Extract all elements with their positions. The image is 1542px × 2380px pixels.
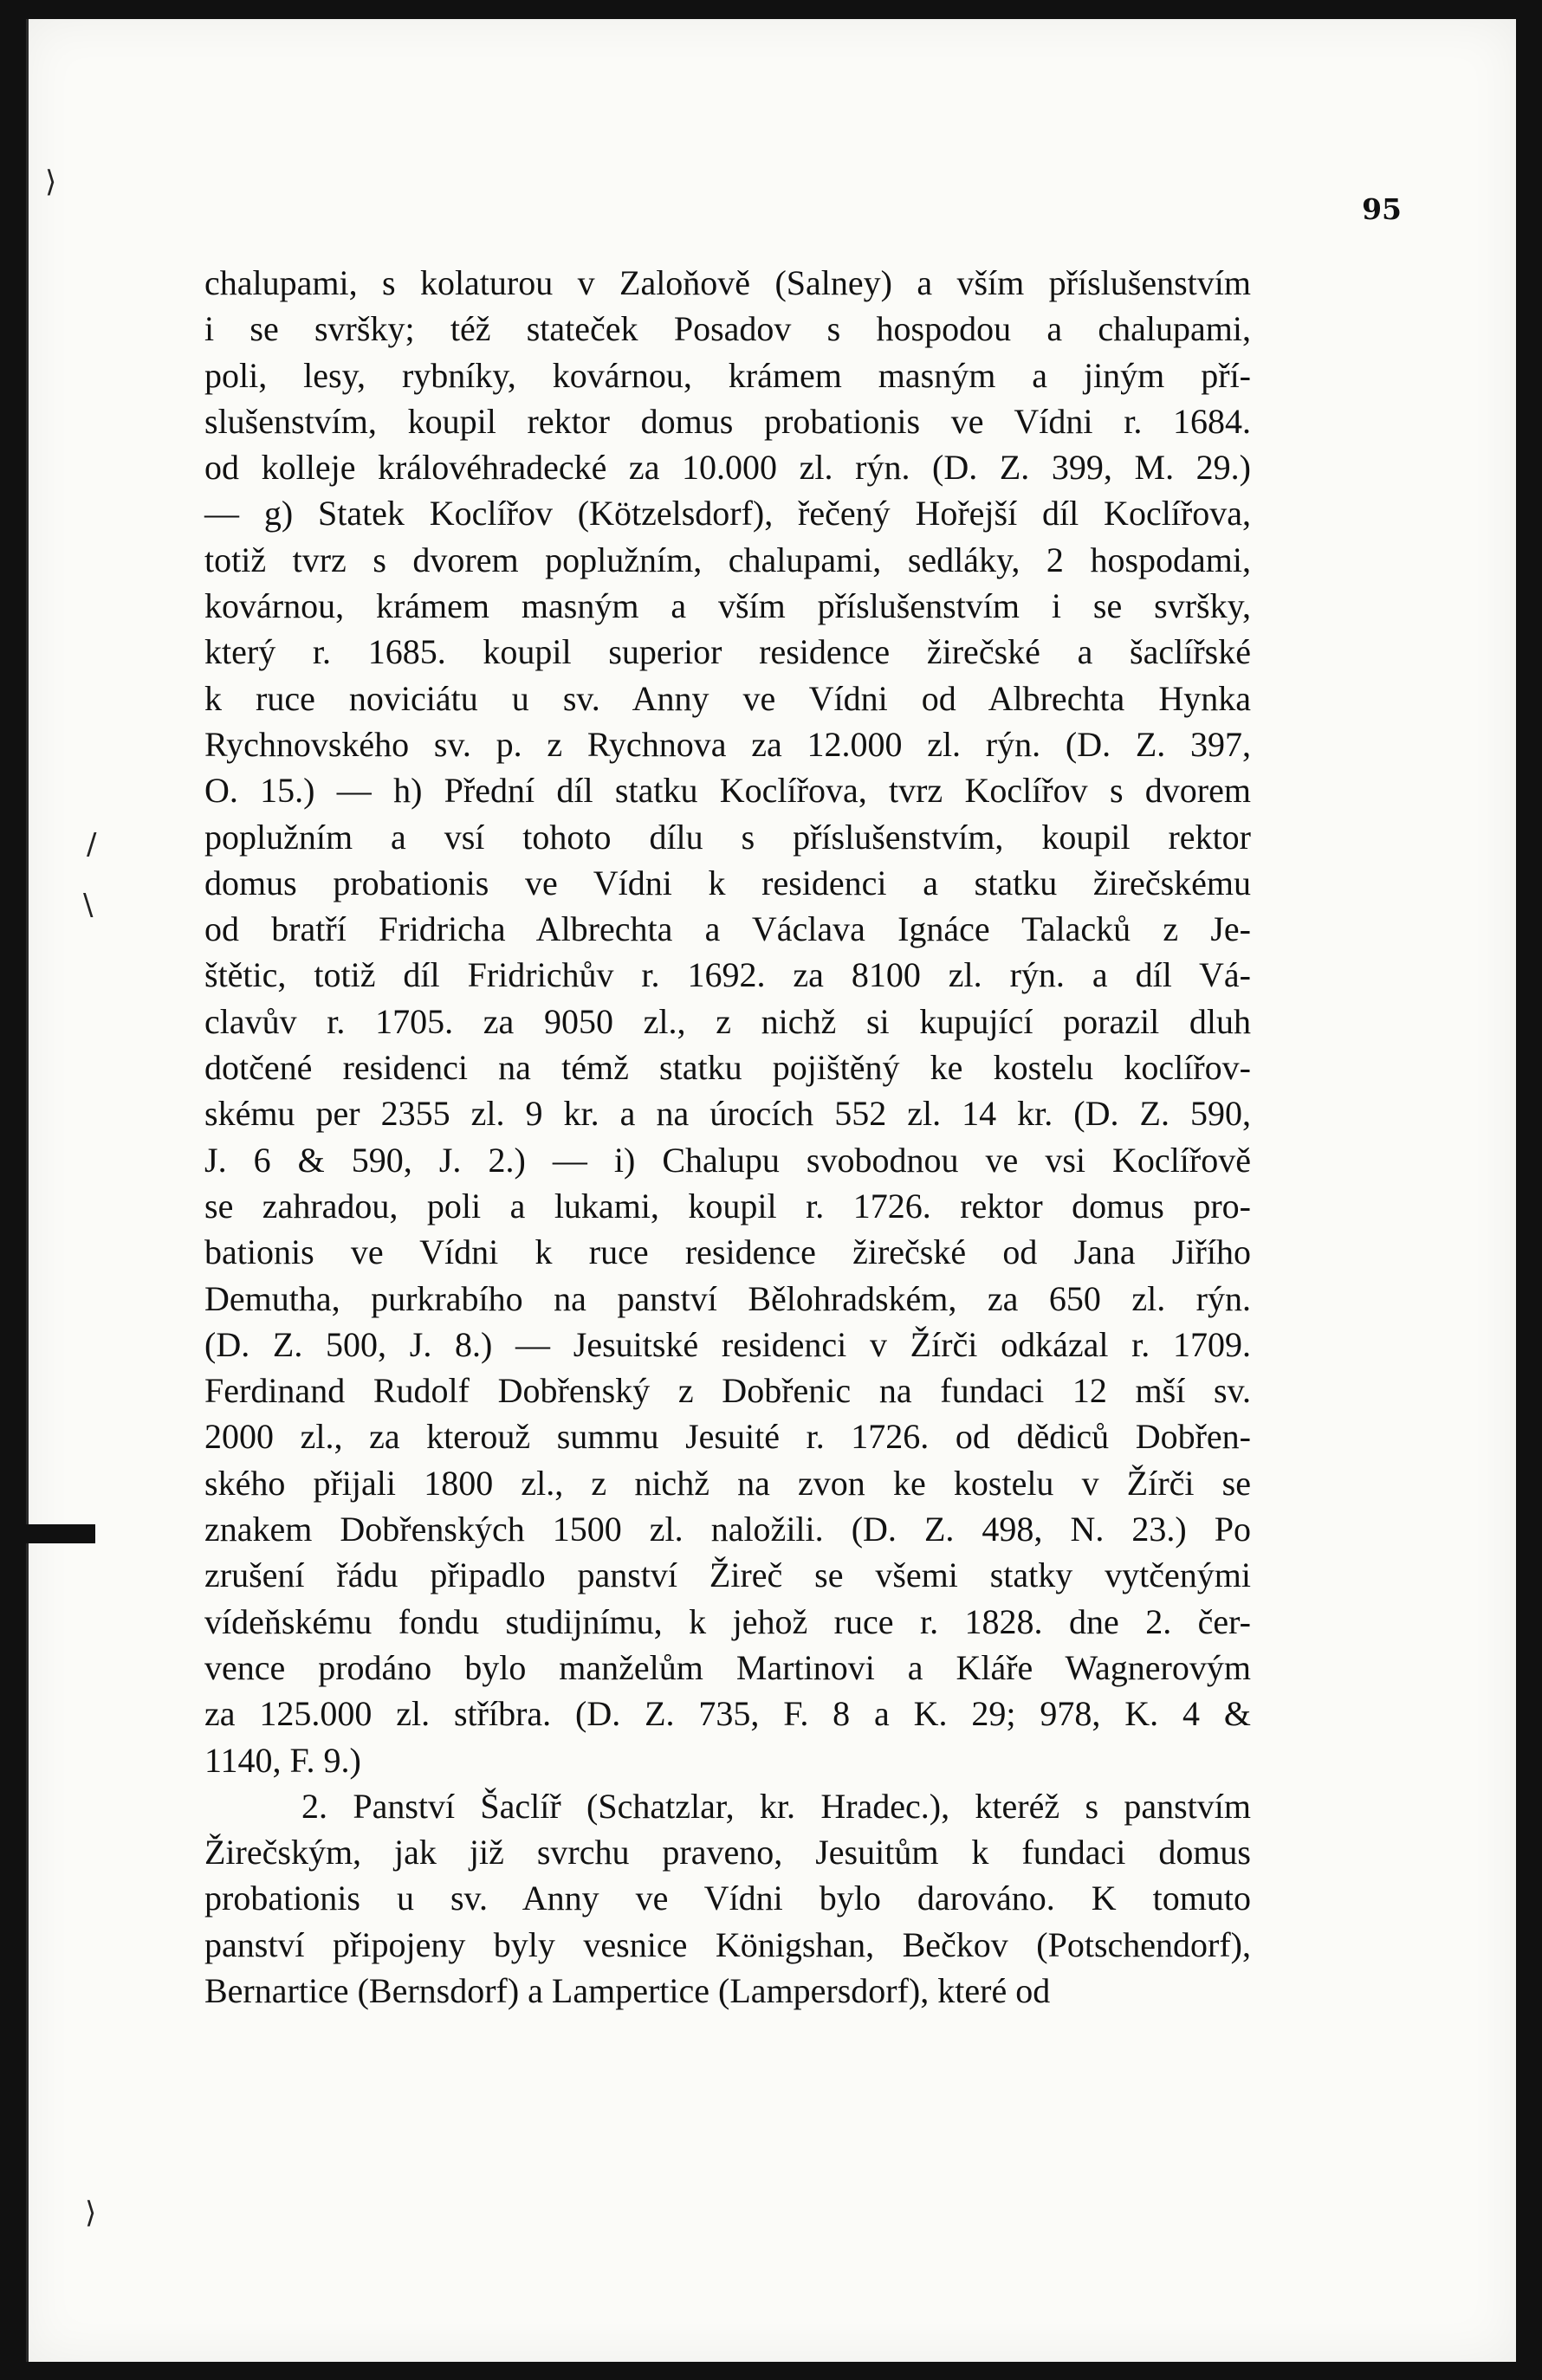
text-line: se zahradou, poli a lukami, koupil r. 1726. rektor domus pro- xyxy=(204,1186,1251,1226)
text-line: — g) Statek Koclířov (Kötzelsdorf), řečený Hořejší díl Koclířova, xyxy=(204,494,1251,534)
text-line: domus probationis ve Vídni k residenci a statku žirečskému xyxy=(204,863,1251,902)
margin-mark: / xyxy=(87,827,97,862)
text-line: panství připojeny byly vesnice Königshan, Bečkov (Potschendorf), xyxy=(204,1924,1251,1964)
text-line: poplužním a vsí tohoto dílu s příslušenstvím, koupil rektor xyxy=(204,817,1251,857)
text-line: Žirečským, jak již svrchu praveno, Jesuitům k fundaci domus xyxy=(204,1833,1251,1872)
text-line: od kolleje královéhradecké za 10.000 zl. rýn. (D. Z. 399, M. 29.) xyxy=(204,448,1251,488)
text-line: chalupami, s kolaturou v Zaloňově (Salney) a vším příslušenstvím xyxy=(204,263,1251,302)
text-line: J. 6 & 590, J. 2.) — i) Chalupu svobodnou ve vsi Koclířově xyxy=(204,1140,1251,1180)
text-line: vence prodáno bylo manželům Martinovi a Kláře Wagnerovým xyxy=(204,1647,1251,1687)
text-line: 2000 zl., za kterouž summu Jesuité r. 1726. od dědiců Dobřen- xyxy=(204,1417,1251,1457)
page-left-edge xyxy=(26,19,29,2362)
text-line: Demutha, purkrabího na panství Bělohradském, za 650 zl. rýn. xyxy=(204,1278,1251,1318)
text-line: vídeňskému fondu studijnímu, k jehož ruce r. 1828. dne 2. čer- xyxy=(204,1601,1251,1641)
page-number: 95 xyxy=(1362,192,1402,226)
text-line: kovárnou, krámem masným a vším příslušenstvím i se svršky, xyxy=(204,586,1251,626)
text-line: i se svršky; též stateček Posadov s hospodou a chalupami, xyxy=(204,309,1251,349)
text-line: O. 15.) — h) Přední díl statku Koclířova, tvrz Koclířov s dvorem xyxy=(204,771,1251,811)
text-line: skému per 2355 zl. 9 kr. a na úrocích 552 zl. 14 kr. (D. Z. 590, xyxy=(204,1094,1251,1134)
text-line: (D. Z. 500, J. 8.) — Jesuitské residenci v Žírči odkázal r. 1709. xyxy=(204,1324,1251,1364)
text-line: 1140, F. 9.) xyxy=(204,1740,361,1780)
text-line: totiž tvrz s dvorem poplužním, chalupami, sedláky, 2 hospodami, xyxy=(204,540,1251,579)
text-line: poli, lesy, rybníky, kovárnou, krámem masným a jiným pří- xyxy=(204,355,1251,395)
text-line: za 125.000 zl. stříbra. (D. Z. 735, F. 8 a K. 29; 978, K. 4 & xyxy=(204,1694,1251,1734)
text-line: Ferdinand Rudolf Dobřenský z Dobřenic na fundaci 12 mší sv. xyxy=(204,1371,1251,1411)
text-line: zrušení řádu připadlo panství Žireč se všemi statky vytčenými xyxy=(204,1555,1251,1595)
text-line: dotčené residenci na témž statku pojištěný ke kostelu koclířov- xyxy=(204,1048,1251,1088)
text-line: probationis u sv. Anny ve Vídni bylo darováno. K tomuto xyxy=(204,1879,1251,1918)
text-line: slušenstvím, koupil rektor domus probationis ve Vídni r. 1684. xyxy=(204,401,1251,441)
margin-mark: ⟩ xyxy=(45,165,57,199)
binding-notch xyxy=(0,1524,95,1543)
text-line: ského přijali 1800 zl., z nichž na zvon ke kostelu v Žírči se xyxy=(204,1463,1251,1503)
text-line: Bernartice (Bernsdorf) a Lampertice (Lampersdorf), které od xyxy=(204,1970,1051,2010)
text-line: který r. 1685. koupil superior residence žirečské a šaclířské xyxy=(204,632,1251,672)
text-line: Rychnovského sv. p. z Rychnova za 12.000 zl. rýn. (D. Z. 397, xyxy=(204,724,1251,764)
margin-mark: \ xyxy=(83,888,94,922)
text-line: znakem Dobřenských 1500 zl. naložili. (D. Z. 498, N. 23.) Po xyxy=(204,1510,1251,1549)
margin-mark: ⟩ xyxy=(85,2196,97,2230)
text-line: k ruce noviciátu u sv. Anny ve Vídni od Albrechta Hynka xyxy=(204,678,1251,718)
body-text xyxy=(204,260,1251,2014)
text-line: štětic, totiž díl Fridrichův r. 1692. za 8100 zl. rýn. a díl Vá- xyxy=(204,955,1251,995)
text-line: bationis ve Vídni k ruce residence žirečské od Jana Jiřího xyxy=(204,1232,1251,1272)
text-line: 2. Panství Šaclíř (Schatzlar, kr. Hradec.), kteréž s panstvím xyxy=(301,1786,1251,1826)
text-line: od bratří Fridricha Albrechta a Václava Ignáce Talacků z Je- xyxy=(204,909,1251,949)
text-line: clavův r. 1705. za 9050 zl., z nichž si kupující porazil dluh xyxy=(204,1001,1251,1041)
